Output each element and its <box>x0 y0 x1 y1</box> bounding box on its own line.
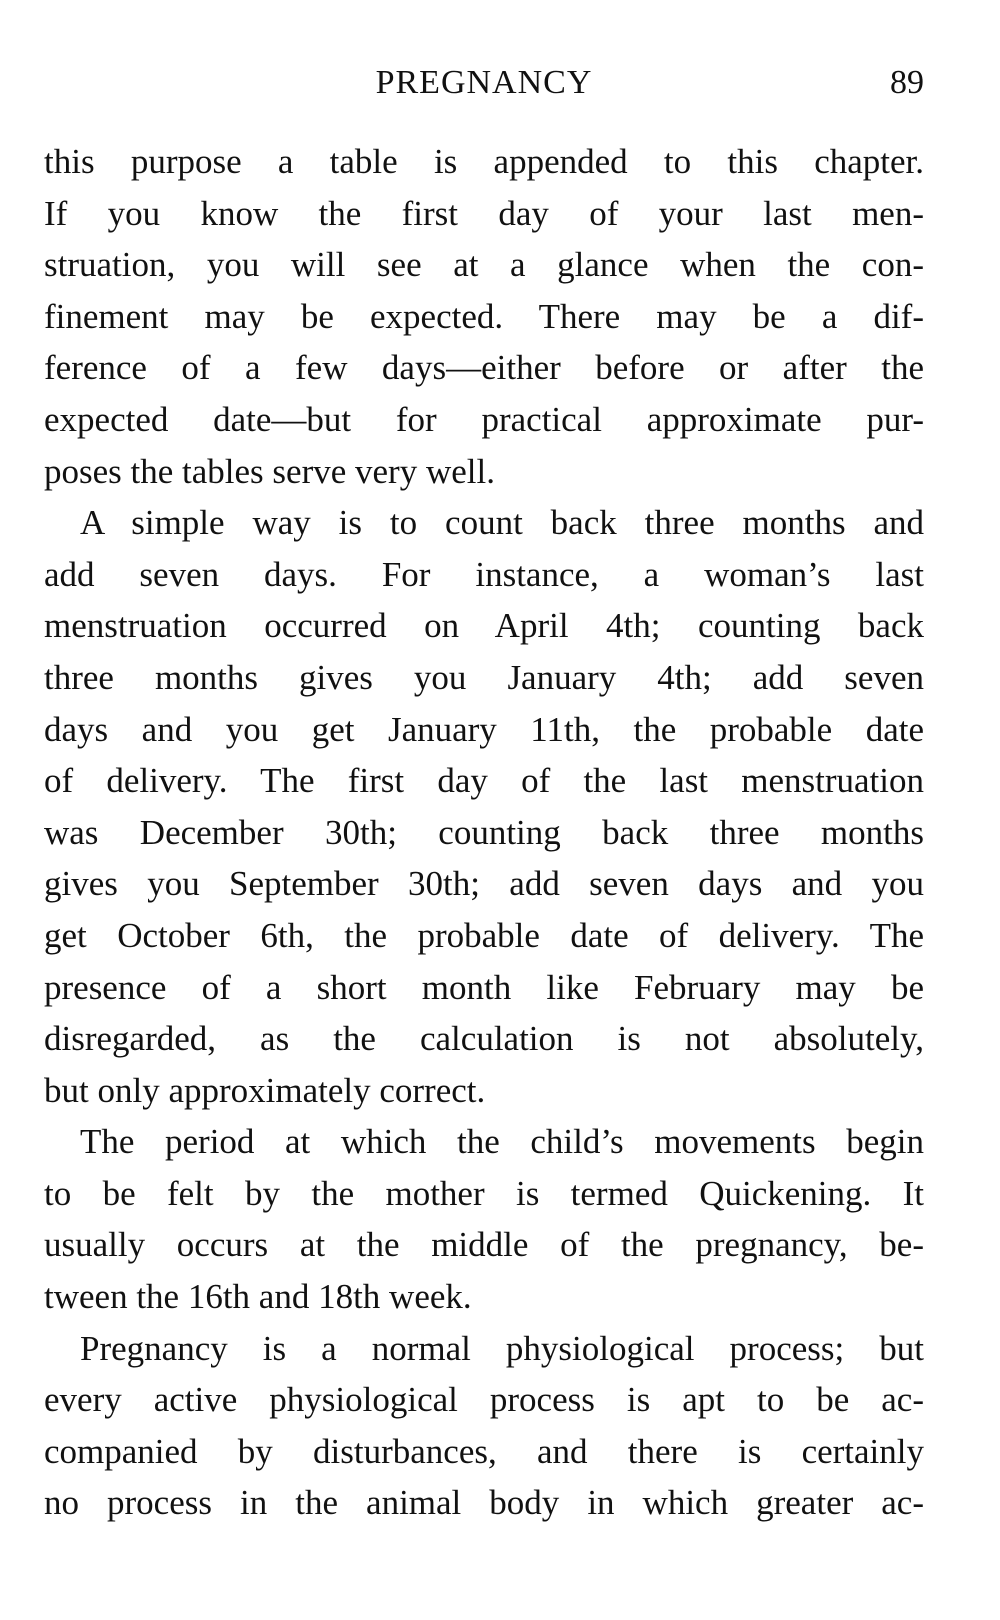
text-line: If you know the first day of your last men- <box>44 193 924 233</box>
text-line: poses the tables serve very well. <box>44 451 495 491</box>
text-line: this purpose a table is appended to this chapter. <box>44 142 924 181</box>
text-line: add seven days. For instance, a woman’s last <box>44 554 924 594</box>
chapter-title: PREGNANCY <box>375 64 593 101</box>
text-line: companied by disturbances, and there is certainly <box>44 1431 924 1471</box>
text-line: gives you September 30th; add seven days and you <box>44 864 924 904</box>
text-line: of delivery. The first day of the last menstruation <box>44 761 924 801</box>
text-line: Pregnancy is a normal physiological process; but <box>80 1328 924 1368</box>
text-line: disregarded, as the calculation is not absolutely, <box>44 1019 924 1059</box>
running-head <box>44 60 924 106</box>
page-number: 89 <box>890 64 924 101</box>
text-line: usually occurs at the middle of the pregnancy, be- <box>44 1225 924 1265</box>
text-line: get October 6th, the probable date of delivery. The <box>44 915 924 955</box>
text-line: expected date—but for practical approximate pur- <box>44 399 924 439</box>
text-line: tween the 16th and 18th week. <box>44 1277 472 1317</box>
body-text <box>44 136 924 1529</box>
text-line: was December 30th; counting back three months <box>44 812 924 852</box>
text-line: presence of a short month like February may be <box>44 967 924 1007</box>
text-line: but only approximately correct. <box>44 1070 486 1110</box>
text-line: every active physiological process is apt to be ac- <box>44 1380 924 1420</box>
text-line: menstruation occurred on April 4th; counting back <box>44 606 924 646</box>
text-line: to be felt by the mother is termed Quickening. It <box>44 1173 924 1213</box>
text-line: finement may be expected. There may be a dif- <box>44 296 924 336</box>
text-line: struation, you will see at a glance when the con- <box>44 245 924 285</box>
text-line: three months gives you January 4th; add seven <box>44 657 924 697</box>
text-line: A simple way is to count back three months and <box>80 503 924 543</box>
text-line: ference of a few days—either before or after the <box>44 348 924 388</box>
text-line: The period at which the child’s movements begin <box>80 1122 924 1162</box>
text-line: days and you get January 11th, the probable date <box>44 709 924 749</box>
text-line: no process in the animal body in which greater ac- <box>44 1483 924 1523</box>
